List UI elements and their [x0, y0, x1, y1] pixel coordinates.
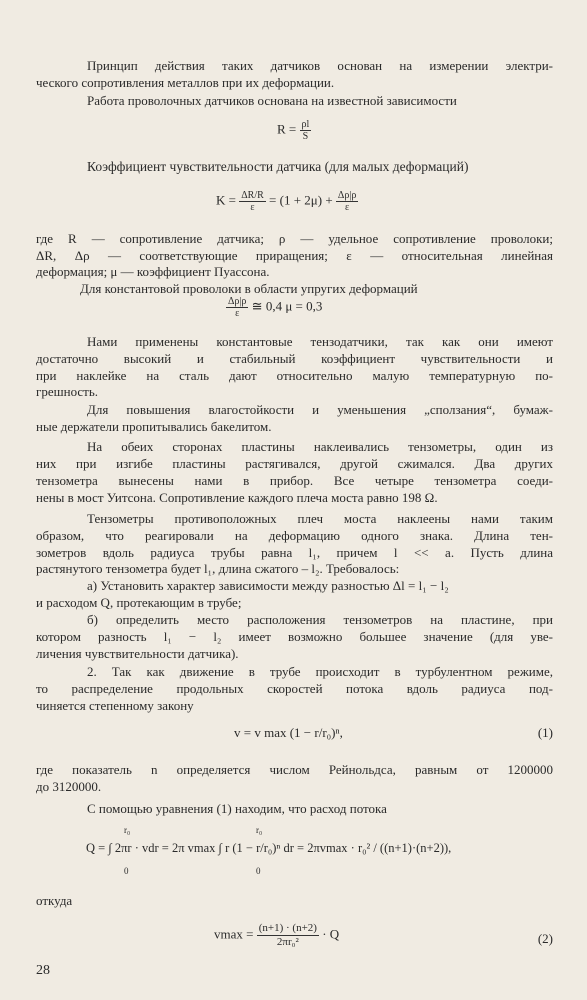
text-line: деформация; μ — коэффициент Пуассона. [36, 264, 270, 279]
text-line: растянутого тензометра будет l₁, длина сжатого – l₂. Требовалось: [36, 561, 400, 576]
text-line: при наклейке на сталь дают относительно малую температурную по- [36, 368, 553, 383]
text-line: откуда [36, 893, 73, 908]
numerator: (n+1) · (n+2) [258, 922, 317, 934]
fraction [336, 190, 358, 213]
formula-constantan [226, 296, 322, 319]
formula-part: R = [277, 121, 300, 137]
text-line: б) определить место расположения тензометров на пластине, при [87, 612, 553, 627]
denominator: ε [235, 308, 240, 319]
denominator: S [302, 131, 309, 142]
text-line: котором разность l₁ − l₂ имеет возможно большее значение (для уве- [36, 629, 553, 644]
formula-velocity-law: v = v max (1 − r/r₀)ⁿ, [234, 725, 343, 740]
fraction [300, 119, 312, 142]
numerator: Δρ|ρ [337, 190, 357, 201]
text-line: Для повышения влагостойкости и уменьшения „сползания“, бумаж- [87, 402, 553, 417]
fraction [239, 190, 266, 213]
formula-part: vmax = [214, 926, 257, 942]
text-line: чиняется степенному закону [36, 698, 194, 713]
text-line: них при изгибе пластины растягивался, другой сжимался. Два других [36, 456, 553, 471]
text-line: образом, что реагировали на деформацию одного знака. Длина тен- [36, 528, 553, 543]
formula-sensitivity [216, 190, 358, 213]
text-line: где R — сопротивление датчика; ρ — удельное сопротивление проволоки; [36, 231, 553, 246]
text-line: достаточно высокий и стабильный коэффициент чувствительности и [36, 351, 553, 366]
numerator: Δρ|ρ [228, 296, 247, 307]
integral-upper-limit: r₀ [124, 825, 131, 835]
text-line: где показатель n определяется числом Рейнольдса, равным от 1200000 [36, 762, 553, 777]
text-line: а) Установить характер зависимости между разностью Δl = l₁ − l₂ [87, 578, 449, 593]
text-line: и расходом Q, протекающим в трубе; [36, 595, 242, 610]
text-line: ческого сопротивления металлов при их деформации. [36, 75, 335, 90]
text-line: тензометра вынесены нами в прибор. Все четыре тензометра соеди- [36, 473, 553, 488]
text-line: Коэффициент чувствительности датчика (для малых деформаций) [87, 159, 469, 174]
text-line: 2. Так как движение в трубе происходит в турбулентном режиме, [87, 664, 553, 679]
text-line: На обеих сторонах пластины наклеивались тензометры, один из [87, 439, 553, 454]
text-line: личения чувствительности датчика). [36, 646, 239, 661]
formula-part: = (1 + 2μ) + [269, 192, 336, 208]
formula-part: · Q [322, 926, 340, 942]
text-line: нены в мост Уитсона. Сопротивление каждого плеча моста равно 198 Ω. [36, 490, 438, 505]
page-number: 28 [36, 963, 50, 978]
formula-part: K = [216, 192, 240, 208]
integral-upper-limit: r₀ [256, 825, 263, 835]
text-line: до 3120000. [36, 779, 102, 794]
formula-vmax [214, 922, 339, 949]
denominator: ε [250, 202, 255, 213]
text-line: грешность. [36, 384, 99, 399]
numerator: ΔR/R [241, 190, 264, 201]
text-line: ные держатели пропитывались бакелитом. [36, 419, 272, 434]
integral-lower-limit: 0 [124, 866, 129, 876]
text-line: Работа проволочных датчиков основана на известной зависимости [87, 93, 457, 108]
text-line: С помощью уравнения (1) находим, что расход потока [87, 801, 387, 816]
equation-number: (1) [537, 725, 553, 740]
text-line: Для константовой проволоки в области упругих деформаций [80, 281, 418, 296]
equation-number: (2) [537, 931, 553, 946]
denominator: 2πr₀² [276, 936, 299, 948]
text-line: Тензометры противоположных плеч моста наклеены нами таким [87, 511, 553, 526]
denominator: ε [345, 202, 350, 213]
formula-discharge: Q = ∫ 2πr · vdr = 2π vmax ∫ r (1 − r/r₀)ⁿ dr = 2πvmax · r₀² / ((n+1)·(n+2)), [86, 841, 452, 855]
text-line: Нами применены константовые тензодатчики, так как они имеют [87, 334, 553, 349]
fraction [226, 296, 248, 319]
integral-lower-limit: 0 [256, 866, 261, 876]
formula-resistance [277, 119, 311, 142]
text-line: то распределение продольных скоростей потока вдоль радиуса под- [36, 681, 553, 696]
fraction [257, 922, 319, 949]
text-line: зометров вдоль радиуса трубы равна l₁, причем l << a. Пусть длина [36, 545, 553, 560]
text-line: Принцип действия таких датчиков основан на измерении электри- [87, 58, 553, 73]
formula-part: ≅ 0,4 μ = 0,3 [251, 298, 323, 314]
numerator: ρl [301, 119, 310, 130]
text-line: ΔR, Δρ — соответствующие приращения; ε — относительная линейная [36, 248, 553, 263]
